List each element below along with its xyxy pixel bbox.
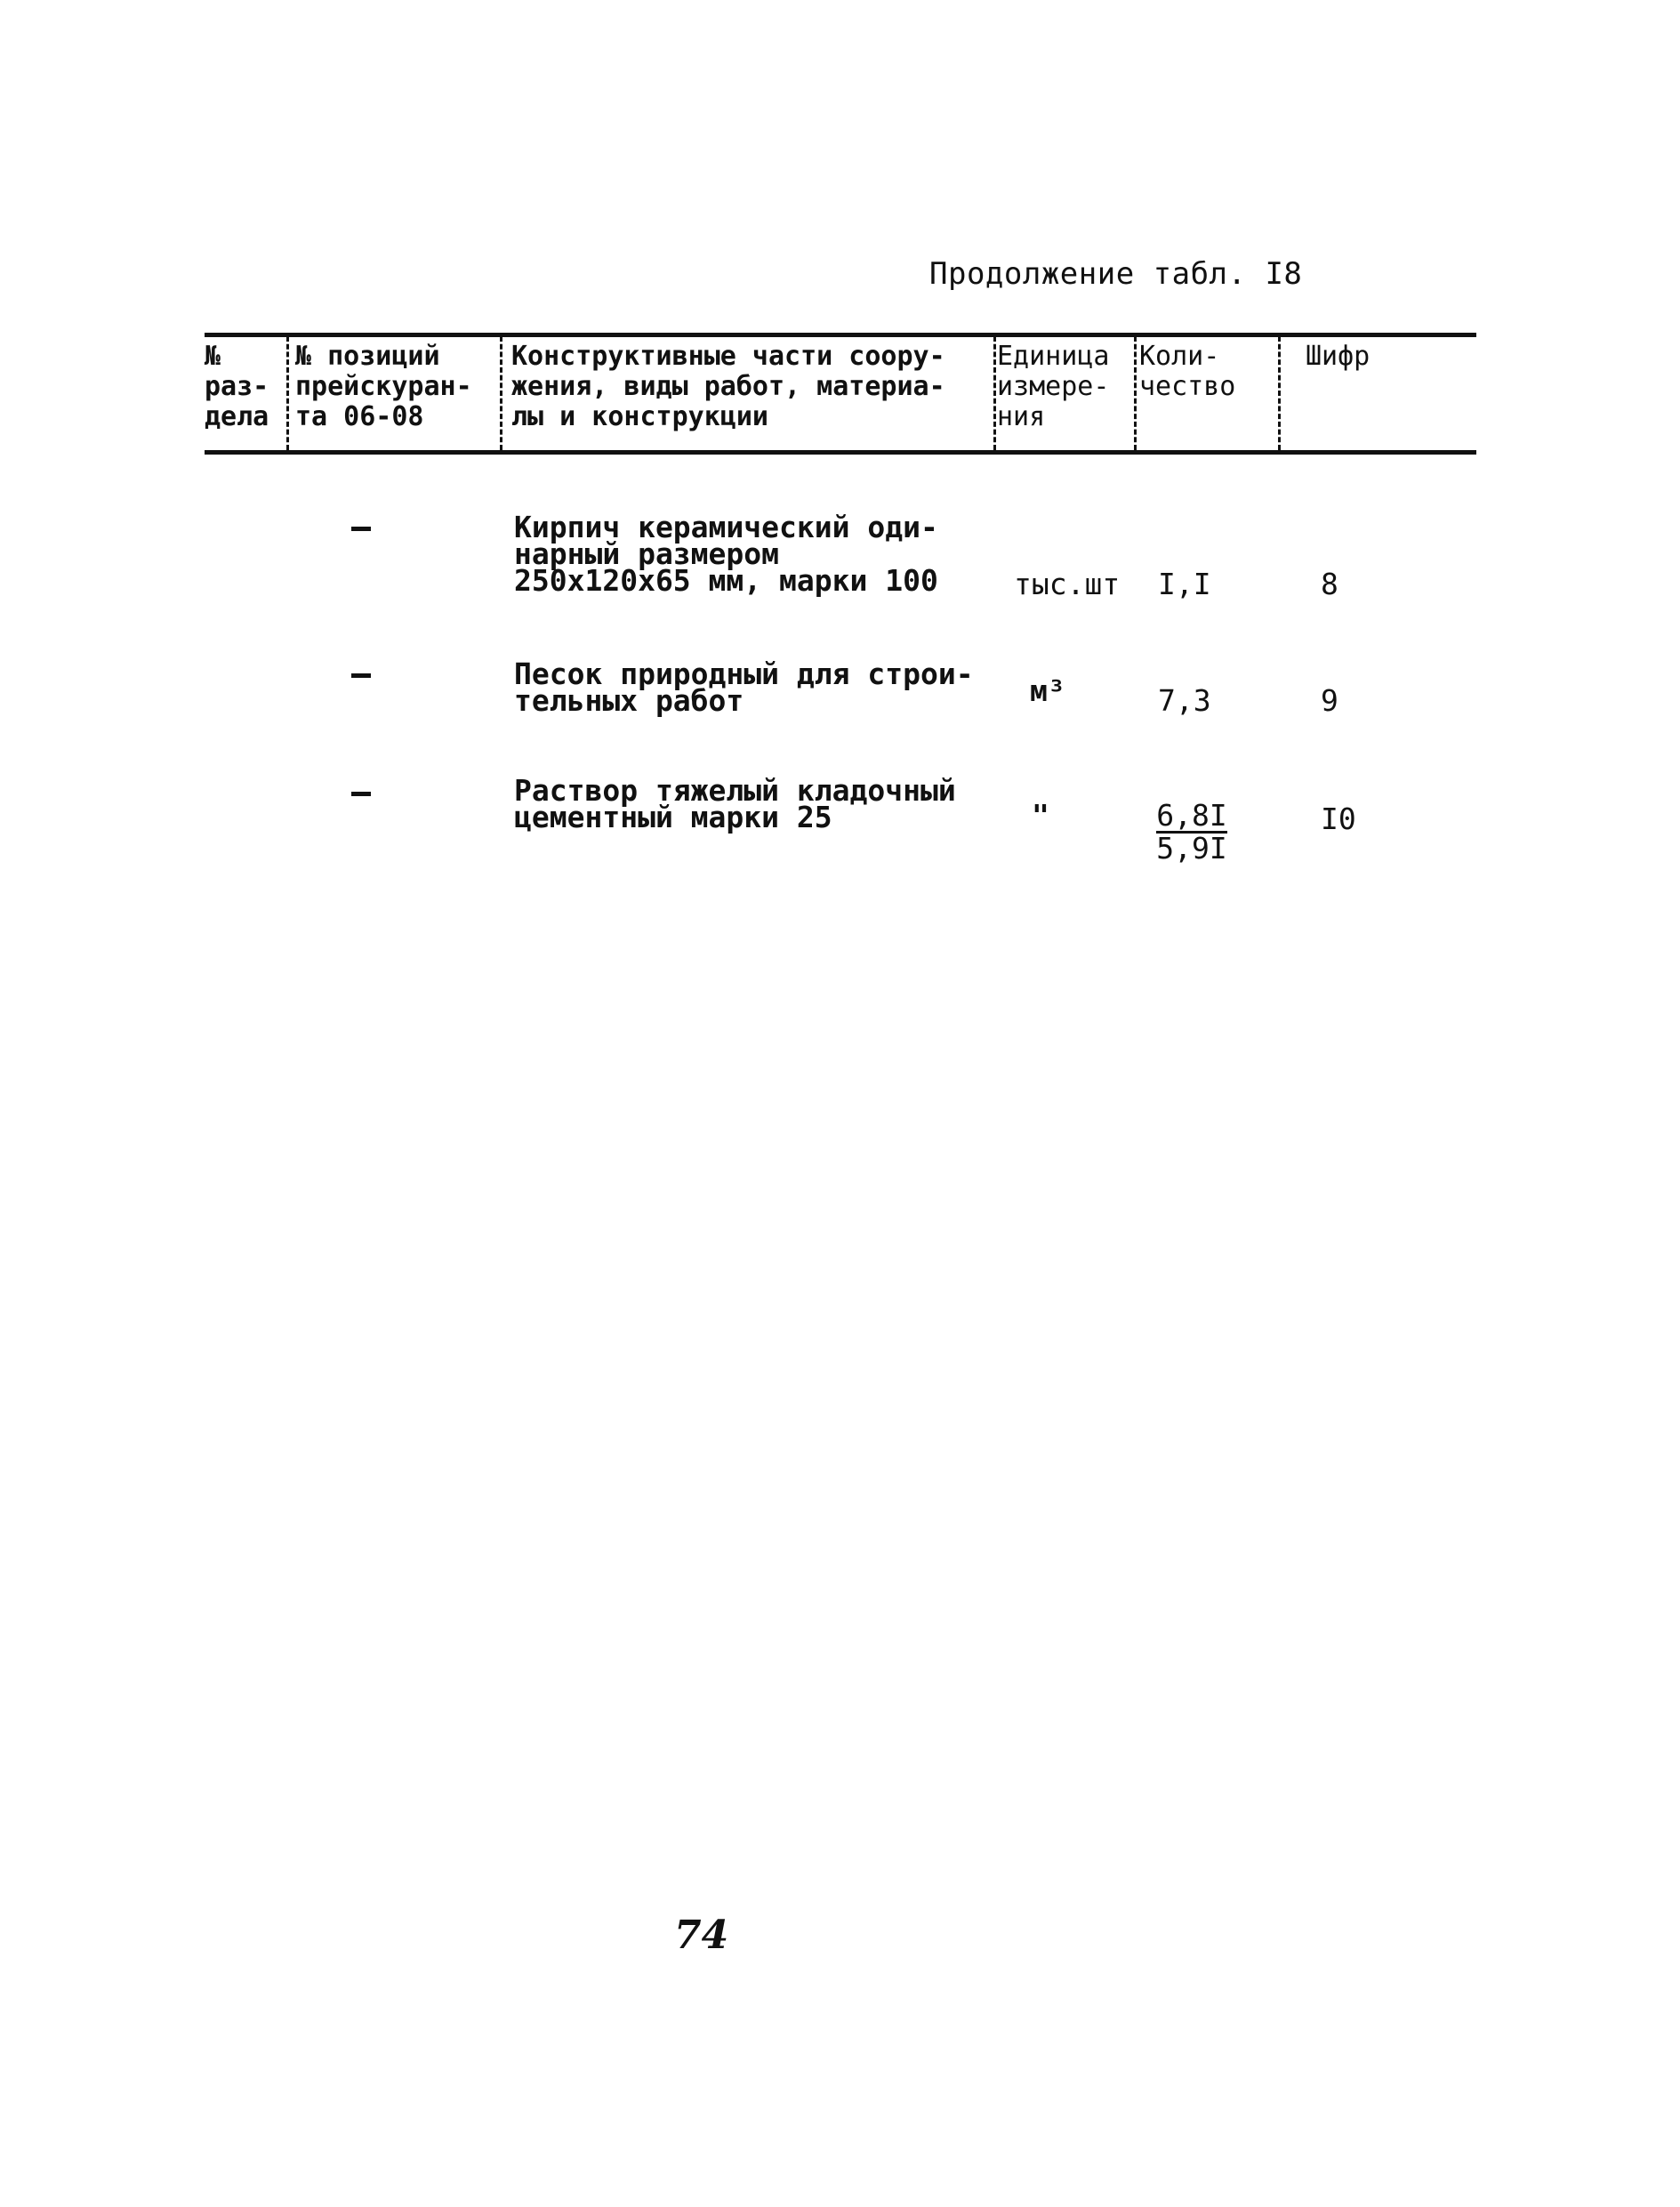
row-3-unit-ditto: " [1032, 798, 1049, 833]
page-number: 74 [674, 1913, 729, 1958]
row-2-unit: м³ [1030, 673, 1065, 708]
column-separator [1134, 336, 1137, 450]
row-1-unit: тыс.шт [1014, 567, 1121, 601]
header-code: Шифр [1306, 341, 1371, 372]
header-section-number: № раз- дела [205, 341, 269, 432]
row-3-quantity-denominator: 5,9I [1156, 831, 1227, 866]
row-1-description: Кирпич керамический оди- нарный размером 250х120х65 мм, марки 100 [514, 510, 938, 598]
row-3-quantity-fraction [1156, 798, 1227, 866]
header-quantity: Коли- чество [1139, 341, 1236, 402]
row-1-code: 8 [1321, 567, 1338, 601]
row-2-description: Песок природный для строи- тельных работ [514, 656, 974, 718]
table-top-rule [205, 333, 1476, 337]
column-separator [1278, 336, 1281, 450]
row-3-quantity-numerator: 6,8I [1156, 798, 1227, 833]
column-separator [993, 336, 996, 450]
row-3-code: I0 [1321, 801, 1356, 836]
column-separator [500, 336, 502, 450]
row-2-position-dash [351, 673, 371, 678]
header-description: Конструктивные части соору- жения, виды работ, материа- лы и конструкции [511, 341, 945, 432]
row-2-code: 9 [1321, 683, 1338, 718]
table-caption: Продолжение табл. I8 [929, 256, 1303, 292]
header-unit: Единица измере- ния [997, 341, 1110, 432]
row-3-position-dash [351, 792, 371, 796]
row-1-position-dash [351, 527, 371, 531]
row-1-quantity: I,I [1158, 567, 1211, 601]
header-price-list-position: № позиций прейскуран- та 06-08 [295, 341, 472, 432]
table-header-bottom-rule [205, 450, 1476, 455]
row-3-description: Раствор тяжелый кладочный цементный марки 25 [514, 773, 956, 834]
row-2-quantity: 7,3 [1158, 683, 1211, 718]
column-separator [286, 336, 289, 450]
